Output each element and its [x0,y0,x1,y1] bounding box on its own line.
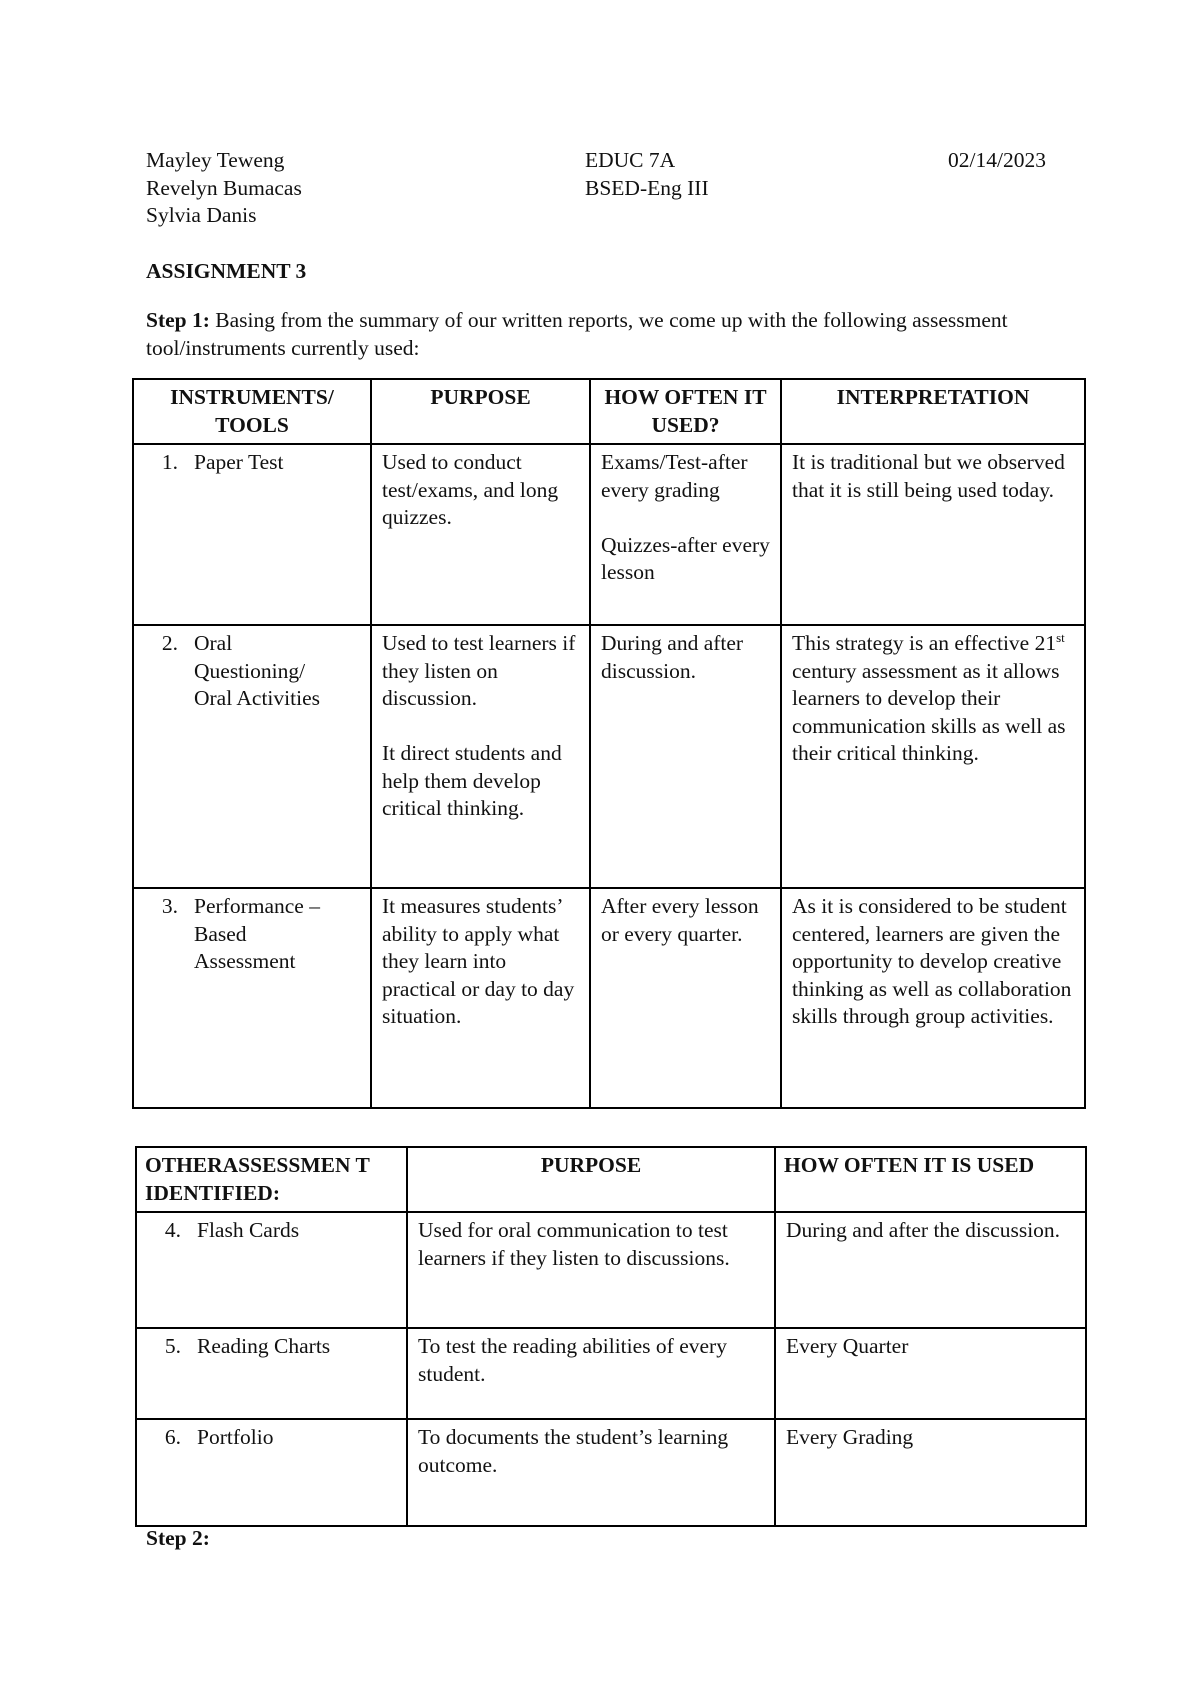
assignment-title: ASSIGNMENT 3 [146,259,307,283]
item-cell [136,1419,407,1526]
frequency-cell [590,888,781,1108]
purpose-text: Used to conduct test/exams, and long quizzes. [382,450,559,529]
table-row [133,625,1085,888]
table-row [136,1328,1086,1419]
purpose-text: Used to test learners if they listen on discussion. [382,631,576,710]
item-name: Reading Charts [197,1334,331,1358]
frequency-cell: Every Quarter [775,1328,1086,1419]
purpose-cell: Used for oral communication to test learners if they listen to discussions. [407,1212,775,1328]
row-number: 6. [164,1425,181,1449]
interpretation-text: It is traditional but we observed that it is still being used today. [792,450,1065,502]
purpose-cell [371,625,590,888]
table-row [136,1212,1086,1328]
row-number: 5. [164,1334,181,1358]
course-info [585,147,709,202]
header-frequency: HOW OFTEN IT USED? [590,379,781,444]
interpretation-text: As it is considered to be student centered, learners are given the opportunity to develop creative thinking as well as collaboration skills through group activities. [792,894,1072,1028]
frequency-text: After every lesson or every quarter. [601,894,759,946]
date [948,147,1046,175]
row-number: 4. [164,1218,181,1242]
purpose-cell [371,444,590,625]
frequency-text: During and after discussion. [601,631,744,683]
date-text: 02/14/2023 [948,148,1046,172]
row-number: 2. [161,631,178,655]
author-names [146,147,302,230]
author-name: Sylvia Danis [146,203,257,227]
item-cell [136,1328,407,1419]
header-other-assessment: OTHERASSESSMEN T IDENTIFIED: [136,1147,407,1212]
interpretation-cell [781,888,1085,1108]
header-purpose: PURPOSE [371,379,590,444]
row-number: 3. [161,894,178,918]
frequency-cell [590,625,781,888]
frequency-text: Exams/Test-after every grading [601,450,748,502]
table-header-row [136,1147,1086,1212]
header-interpretation: INTERPRETATION [781,379,1085,444]
step1-label: Step 1: [146,308,210,332]
purpose-cell: To documents the student’s learning outcome. [407,1419,775,1526]
author-name: Revelyn Bumacas [146,175,302,200]
header-frequency: HOW OFTEN IT IS USED [775,1147,1086,1212]
tool-cell [133,444,371,625]
tool-name: Oral Questioning/ Oral Activities [194,631,320,710]
frequency-text: Quizzes-after every lesson [601,532,770,584]
header-purpose: PURPOSE [407,1147,775,1212]
purpose-text: It direct students and help them develop critical thinking. [382,741,562,820]
step1-paragraph [146,307,1046,362]
interpretation-cell [781,444,1085,625]
item-name: Flash Cards [197,1218,300,1242]
course-section: BSED-Eng III [585,175,709,200]
interpretation-cell [781,625,1085,888]
item-cell [136,1212,407,1328]
table-row [133,444,1085,625]
step1-text: Basing from the summary of our written reports, we come up with the following assessment tool/instruments currently used: [146,308,1008,360]
purpose-text: It measures students’ ability to apply what they learn into practical or day to day situation. [382,894,575,1028]
frequency-cell [590,444,781,625]
author-name: Mayley Teweng [146,148,285,172]
tool-cell [133,625,371,888]
interpretation-text-cont: century assessment as it allows learners to develop their communication skills as well as their critical thinking. [792,658,1066,765]
row-number: 1. [161,450,178,474]
tool-cell [133,888,371,1108]
item-name: Portfolio [197,1425,274,1449]
table-header-row [133,379,1085,444]
purpose-cell [371,888,590,1108]
interpretation-text: This strategy is an effective 21 [792,631,1057,655]
course-code: EDUC 7A [585,148,676,172]
instruments-table [132,378,1086,1109]
step2-label: Step 2: [146,1526,210,1550]
tool-name: Paper Test [194,450,284,474]
table-row [136,1419,1086,1526]
tool-name: Performance – Based Assessment [194,894,320,973]
purpose-cell: To test the reading abilities of every student. [407,1328,775,1419]
ordinal-suffix: st [1056,629,1065,645]
other-assessments-table [135,1146,1087,1527]
table-row [133,888,1085,1108]
frequency-cell: Every Grading [775,1419,1086,1526]
frequency-cell: During and after the discussion. [775,1212,1086,1328]
header-instruments: INSTRUMENTS/ TOOLS [133,379,371,444]
